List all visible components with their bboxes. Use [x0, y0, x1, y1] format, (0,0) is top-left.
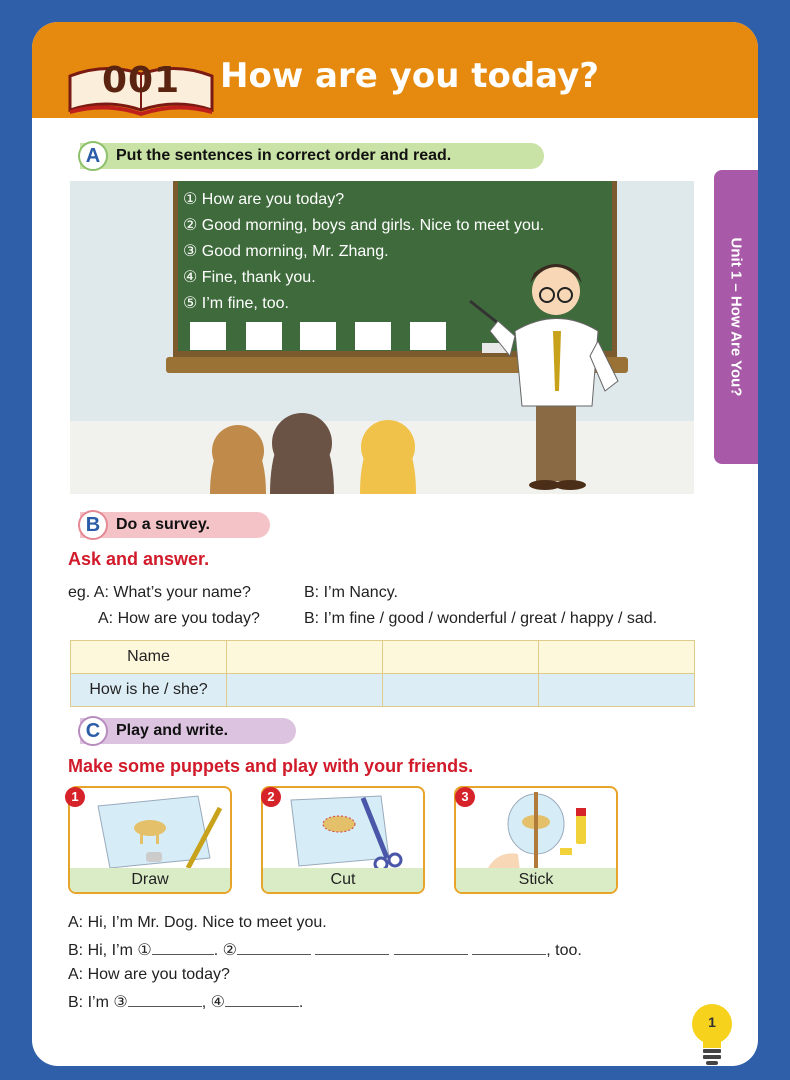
survey-cell[interactable]	[227, 641, 383, 674]
lightbulb-icon	[688, 1002, 736, 1068]
answer-blank-2c[interactable]	[394, 941, 468, 955]
page-title: How are you today?	[220, 56, 599, 96]
dialog-line-2-mid: . ②	[213, 942, 237, 959]
dialog-line-4-end: .	[298, 994, 304, 1011]
step-number-3: 3	[455, 787, 475, 807]
section-a-title: Put the sentences in correct order and read.	[116, 147, 452, 164]
survey-cell[interactable]	[227, 674, 383, 707]
table-row	[71, 641, 695, 674]
step-label-draw: Draw	[70, 868, 230, 892]
board-line-2: ② Good morning, boys and girls. Nice to meet you.	[183, 217, 545, 234]
dialog-line-2-start: B: Hi, I’m ①	[68, 942, 152, 959]
step-card-cut	[261, 786, 425, 894]
section-c-letter: C	[78, 716, 108, 746]
draw-illustration	[70, 788, 232, 872]
dialog-line-2	[68, 940, 582, 960]
dialog-line-1: A: Hi, I’m Mr. Dog. Nice to meet you.	[68, 914, 327, 931]
example-line-2a: A: How are you today?	[98, 610, 260, 627]
answer-blank-2d[interactable]	[472, 941, 546, 955]
page-number: 1	[708, 1014, 716, 1030]
section-a-letter: A	[78, 141, 108, 171]
example-line-2b: B: I’m fine / good / wonderful / great / happy / sad.	[304, 610, 658, 627]
survey-cell[interactable]	[383, 674, 539, 707]
section-c-instruction: Make some puppets and play with your friends.	[68, 756, 474, 776]
example-line-1a: eg. A: What’s your name?	[68, 584, 251, 601]
dialog-line-2-end: , too.	[546, 942, 582, 959]
dialog-line-3: A: How are you today?	[68, 966, 230, 983]
lesson-number: 001	[102, 60, 181, 101]
board-line-3: ③ Good morning, Mr. Zhang.	[183, 243, 389, 260]
step-card-stick	[454, 786, 618, 894]
survey-cell[interactable]	[539, 674, 695, 707]
board-line-4: ④ Fine, thank you.	[183, 269, 316, 286]
section-b-letter: B	[78, 510, 108, 540]
row-header-name: Name	[71, 641, 227, 674]
step-number-1: 1	[65, 787, 85, 807]
lesson-header	[32, 22, 758, 118]
cut-illustration	[263, 788, 425, 872]
chalkboard-sentences	[183, 187, 544, 317]
workbook-page	[32, 22, 758, 1066]
survey-cell[interactable]	[383, 641, 539, 674]
example-line-1b: B: I’m Nancy.	[304, 584, 398, 601]
section-c-title: Play and write.	[116, 722, 229, 739]
dialog-line-4-start: B: I’m ③	[68, 994, 128, 1011]
classroom-illustration	[70, 181, 694, 494]
stick-illustration	[456, 788, 618, 872]
dialog-line-4	[68, 992, 303, 1012]
step-number-2: 2	[261, 787, 281, 807]
step-label-cut: Cut	[263, 868, 423, 892]
unit-side-tab-text: Unit 1 – How Are You?	[727, 237, 745, 397]
answer-blank-4[interactable]	[225, 993, 299, 1007]
table-row	[71, 674, 695, 707]
answer-blank-2a[interactable]	[237, 941, 311, 955]
board-line-5: ⑤ I’m fine, too.	[183, 295, 289, 312]
answer-blank-2b[interactable]	[315, 941, 389, 955]
answer-blank-3[interactable]	[128, 993, 202, 1007]
section-b-title: Do a survey.	[116, 516, 210, 533]
row-header-how: How is he / she?	[71, 674, 227, 707]
survey-cell[interactable]	[539, 641, 695, 674]
step-label-stick: Stick	[456, 868, 616, 892]
section-b-instruction: Ask and answer.	[68, 549, 210, 569]
survey-table	[70, 640, 695, 707]
dialog-line-4-mid: , ④	[201, 994, 225, 1011]
step-card-draw	[68, 786, 232, 894]
board-line-1: ① How are you today?	[183, 191, 345, 208]
answer-blank-1[interactable]	[152, 941, 214, 955]
